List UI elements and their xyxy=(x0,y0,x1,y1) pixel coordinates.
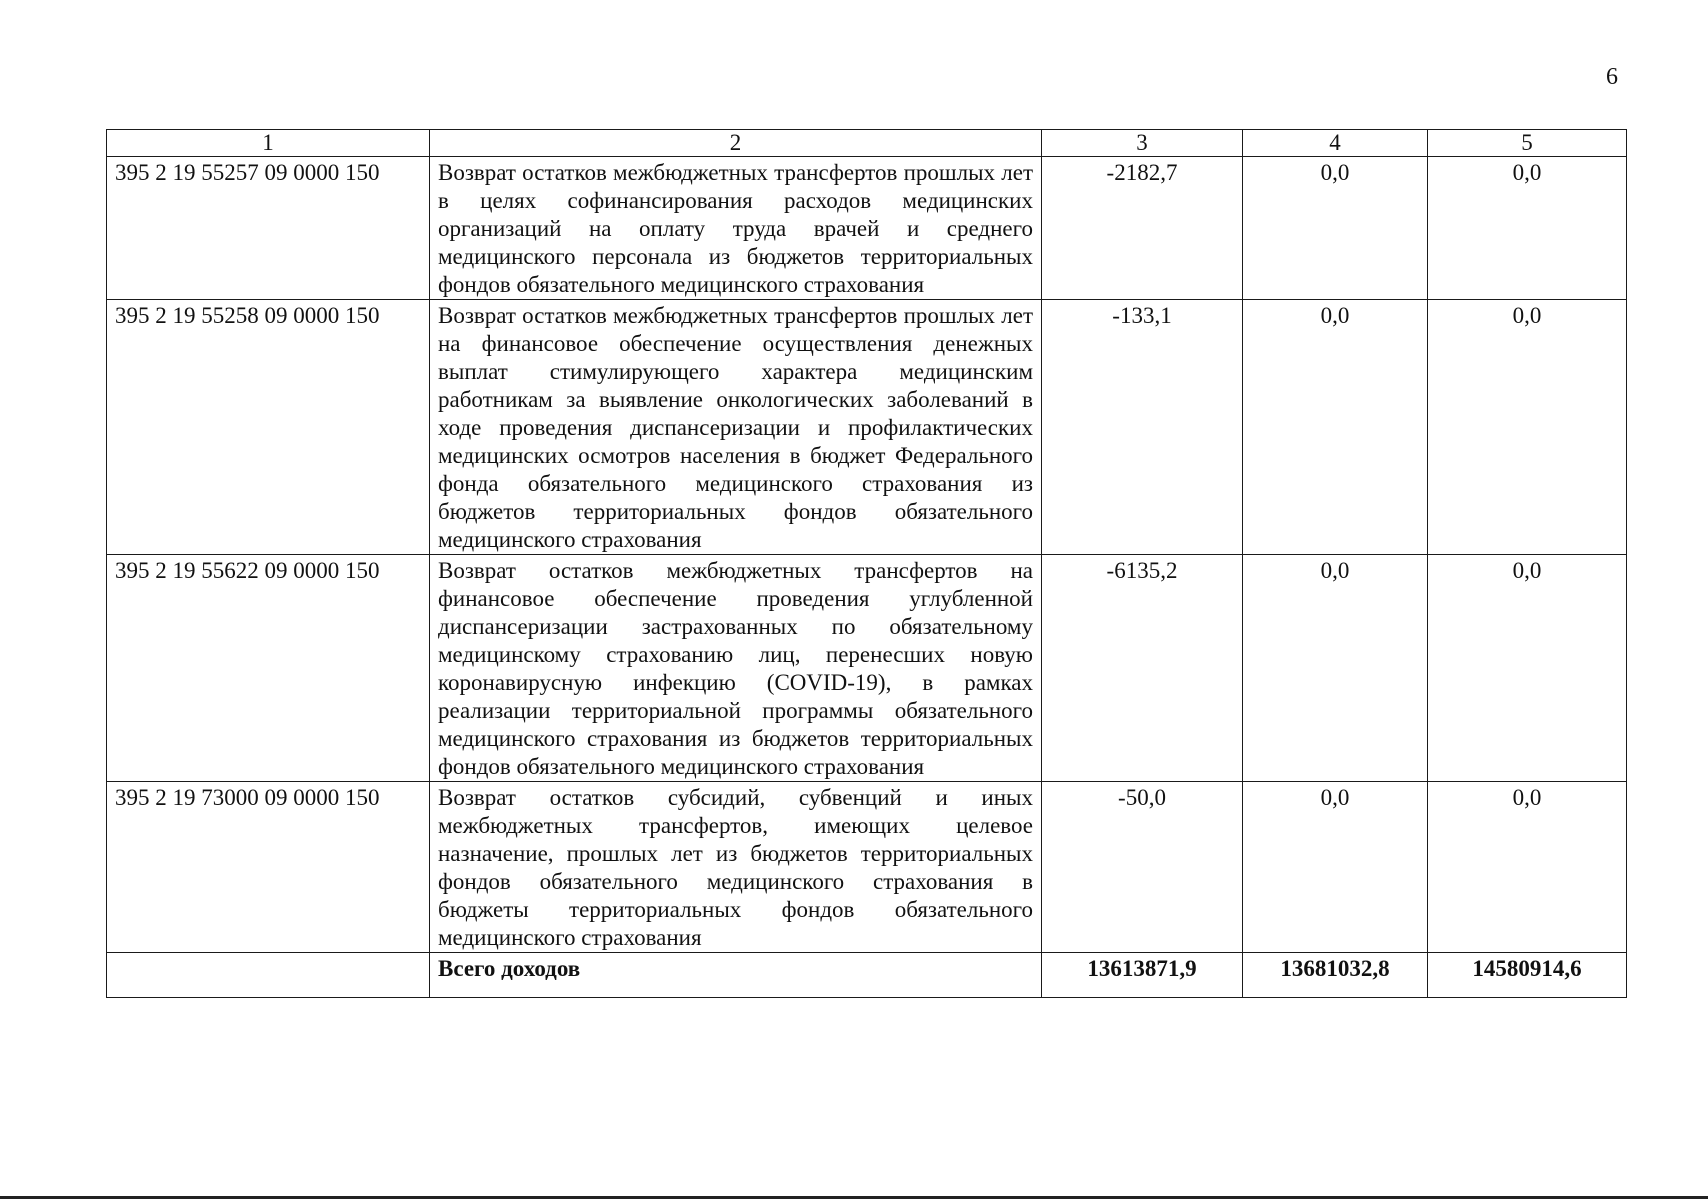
column-header-2: 2 xyxy=(430,130,1042,157)
total-label: Всего доходов xyxy=(430,953,1042,998)
page-number: 6 xyxy=(1606,64,1618,90)
row-value-col3: -133,1 xyxy=(1042,300,1243,555)
table-row xyxy=(107,300,1627,555)
table-row xyxy=(107,157,1627,300)
row-value-col5: 0,0 xyxy=(1428,157,1627,300)
row-description: Возврат остатков межбюджетных трансфертов прошлых лет в целях софинансирования расходов медицинских организаций на оплату труда врачей и среднего медицинского персонала из бюджетов территориальных фондов обязательного медицинского страхования xyxy=(430,157,1042,300)
row-value-col5: 0,0 xyxy=(1428,782,1627,953)
row-description: Возврат остатков межбюджетных трансфертов прошлых лет на финансовое обеспечение осуществления денежных выплат стимулирующего характера медицинским работникам за выявление онкологических заболеваний в ходе проведения диспансеризации и профилактических медицинских осмотров населения в бюджет Федерального фонда обязательного медицинского страхования из бюджетов территориальных фондов обязательного медицинского страхования xyxy=(430,300,1042,555)
row-value-col3: -6135,2 xyxy=(1042,555,1243,782)
total-value-col3: 13613871,9 xyxy=(1042,953,1243,998)
column-header-4: 4 xyxy=(1243,130,1428,157)
total-value-col4: 13681032,8 xyxy=(1243,953,1428,998)
column-header-5: 5 xyxy=(1428,130,1627,157)
row-value-col4: 0,0 xyxy=(1243,555,1428,782)
row-code: 395 2 19 55258 09 0000 150 xyxy=(107,300,430,555)
table-row xyxy=(107,555,1627,782)
total-row xyxy=(107,953,1627,998)
row-description: Возврат остатков межбюджетных трансфертов на финансовое обеспечение проведения углубленной диспансеризации застрахованных по обязательному медицинскому страхованию лиц, перенесших новую коронавирусную инфекцию (COVID-19), в рамках реализации территориальной программы обязательного медицинского страхования из бюджетов территориальных фондов обязательного медицинского страхования xyxy=(430,555,1042,782)
total-value-col5: 14580914,6 xyxy=(1428,953,1627,998)
row-value-col4: 0,0 xyxy=(1243,782,1428,953)
row-value-col3: -50,0 xyxy=(1042,782,1243,953)
row-value-col5: 0,0 xyxy=(1428,555,1627,782)
scan-bottom-edge xyxy=(0,1196,1708,1199)
column-header-1: 1 xyxy=(107,130,430,157)
row-description: Возврат остатков субсидий, субвенций и иных межбюджетных трансфертов, имеющих целевое назначение, прошлых лет из бюджетов территориальных фондов обязательного медицинского страхования в бюджеты территориальных фондов обязательного медицинского страхования xyxy=(430,782,1042,953)
table-row xyxy=(107,782,1627,953)
row-value-col4: 0,0 xyxy=(1243,300,1428,555)
column-header-3: 3 xyxy=(1042,130,1243,157)
row-code: 395 2 19 73000 09 0000 150 xyxy=(107,782,430,953)
row-code: 395 2 19 55622 09 0000 150 xyxy=(107,555,430,782)
header-row xyxy=(107,130,1627,157)
row-code: 395 2 19 55257 09 0000 150 xyxy=(107,157,430,300)
row-value-col3: -2182,7 xyxy=(1042,157,1243,300)
row-value-col5: 0,0 xyxy=(1428,300,1627,555)
revenue-table xyxy=(106,129,1627,998)
total-code-empty xyxy=(107,953,430,998)
row-value-col4: 0,0 xyxy=(1243,157,1428,300)
